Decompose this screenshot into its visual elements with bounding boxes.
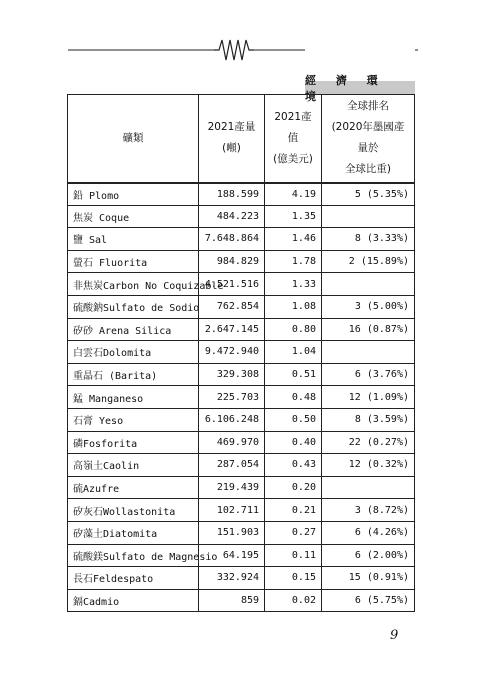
table-row — [68, 228, 415, 251]
cell-production: 102.711 — [199, 499, 265, 522]
cell-value: 0.21 — [265, 499, 322, 522]
cell-production: 219.439 — [199, 476, 265, 499]
table-row — [68, 295, 415, 318]
table-row — [68, 363, 415, 386]
cell-production: 329.308 — [199, 363, 265, 386]
cell-rank: 3 (5.00%) — [322, 295, 415, 318]
cell-mineral: 石膏 Yeso — [68, 408, 199, 431]
table-row — [68, 205, 415, 228]
cell-mineral: 鎘Cadmio — [68, 589, 199, 612]
cell-value: 0.40 — [265, 431, 322, 454]
cell-production: 9.472.940 — [199, 341, 265, 364]
cell-production: 762.854 — [199, 295, 265, 318]
cell-rank: 16 (0.87%) — [322, 318, 415, 341]
cell-mineral: 鉛 Plomo — [68, 183, 199, 206]
cell-production: 6.106.248 — [199, 408, 265, 431]
cell-mineral: 硫Azufre — [68, 476, 199, 499]
cell-rank: 12 (0.32%) — [322, 454, 415, 477]
table-row — [68, 589, 415, 612]
table-row — [68, 408, 415, 431]
cell-mineral: 非焦炭Carbon No Coquizable — [68, 273, 199, 296]
cell-mineral: 硫酸鎂Sulfato de Magnesio — [68, 544, 199, 567]
cell-rank — [322, 341, 415, 364]
cell-production: 225.703 — [199, 386, 265, 409]
cell-production: 484.223 — [199, 205, 265, 228]
section-title: 經 濟 環 境 — [305, 74, 386, 103]
cell-value: 0.20 — [265, 476, 322, 499]
cell-value: 0.50 — [265, 408, 322, 431]
table-row — [68, 476, 415, 499]
cell-value: 0.80 — [265, 318, 322, 341]
header-production: 2021產量 (噸) — [199, 95, 265, 183]
cell-production: 151.903 — [199, 521, 265, 544]
table-row — [68, 273, 415, 296]
table-row — [68, 341, 415, 364]
header-mineral: 礦類 — [68, 95, 199, 183]
header-global-rank: 全球排名 (2020年墨國產量於 全球比重) — [322, 95, 415, 183]
minerals-table — [67, 94, 415, 612]
cell-value: 0.43 — [265, 454, 322, 477]
cell-rank: 8 (3.59%) — [322, 408, 415, 431]
table-row — [68, 567, 415, 590]
cell-mineral: 矽砂 Arena Silica — [68, 318, 199, 341]
cell-rank: 12 (1.09%) — [322, 386, 415, 409]
cell-production: 984.829 — [199, 250, 265, 273]
table-row — [68, 318, 415, 341]
cell-value: 0.15 — [265, 567, 322, 590]
table-header — [68, 95, 415, 183]
cell-rank: 8 (3.33%) — [322, 228, 415, 251]
cell-rank: 2 (15.89%) — [322, 250, 415, 273]
cell-mineral: 硫酸鈉Sulfato de Sodio — [68, 295, 199, 318]
table-row — [68, 431, 415, 454]
cell-production: 188.599 — [199, 183, 265, 206]
cell-mineral: 高嶺土Caolin — [68, 454, 199, 477]
cell-production: 287.054 — [199, 454, 265, 477]
section-title-box — [305, 74, 415, 103]
cell-rank: 6 (4.26%) — [322, 521, 415, 544]
cell-mineral: 矽藻土Diatomita — [68, 521, 199, 544]
cell-rank: 6 (5.75%) — [322, 589, 415, 612]
cell-mineral: 錳 Manganeso — [68, 386, 199, 409]
cell-value: 1.08 — [265, 295, 322, 318]
cell-value: 1.04 — [265, 341, 322, 364]
cell-mineral: 焦炭 Coque — [68, 205, 199, 228]
cell-value: 1.78 — [265, 250, 322, 273]
header-value: 2021產值 (億美元) — [265, 95, 322, 183]
cell-rank — [322, 205, 415, 228]
cell-production: 469.970 — [199, 431, 265, 454]
cell-mineral: 螢石 Fluorita — [68, 250, 199, 273]
cell-mineral: 重晶石 (Barita) — [68, 363, 199, 386]
cell-rank: 5 (5.35%) — [322, 183, 415, 206]
table-row — [68, 250, 415, 273]
cell-rank — [322, 273, 415, 296]
cell-value: 1.46 — [265, 228, 322, 251]
cell-production: 4.521.516 — [199, 273, 265, 296]
cell-production: 859 — [199, 589, 265, 612]
table-row — [68, 499, 415, 522]
cell-mineral: 白雲石Dolomita — [68, 341, 199, 364]
cell-mineral: 磷Fosforita — [68, 431, 199, 454]
cell-value: 0.48 — [265, 386, 322, 409]
page-header — [0, 36, 480, 103]
cell-production: 2.647.145 — [199, 318, 265, 341]
table-row — [68, 521, 415, 544]
cell-value: 0.02 — [265, 589, 322, 612]
cell-value: 1.33 — [265, 273, 322, 296]
cell-mineral: 長石Feldespato — [68, 567, 199, 590]
table-row — [68, 544, 415, 567]
cell-production: 332.924 — [199, 567, 265, 590]
cell-rank: 3 (8.72%) — [322, 499, 415, 522]
table-body — [68, 183, 415, 612]
cell-production: 7.648.864 — [199, 228, 265, 251]
cell-value: 0.11 — [265, 544, 322, 567]
cell-rank — [322, 476, 415, 499]
heartbeat-line-graphic — [0, 36, 480, 66]
cell-rank: 6 (3.76%) — [322, 363, 415, 386]
minerals-table-container — [67, 94, 414, 612]
cell-rank: 22 (0.27%) — [322, 431, 415, 454]
cell-rank: 6 (2.00%) — [322, 544, 415, 567]
cell-value: 0.27 — [265, 521, 322, 544]
page-number: 9 — [390, 628, 399, 643]
table-row — [68, 454, 415, 477]
cell-mineral: 鹽 Sal — [68, 228, 199, 251]
table-row — [68, 183, 415, 206]
cell-production: 64.195 — [199, 544, 265, 567]
cell-value: 1.35 — [265, 205, 322, 228]
table-row — [68, 386, 415, 409]
cell-value: 4.19 — [265, 183, 322, 206]
cell-mineral: 矽灰石Wollastonita — [68, 499, 199, 522]
cell-rank: 15 (0.91%) — [322, 567, 415, 590]
cell-value: 0.51 — [265, 363, 322, 386]
